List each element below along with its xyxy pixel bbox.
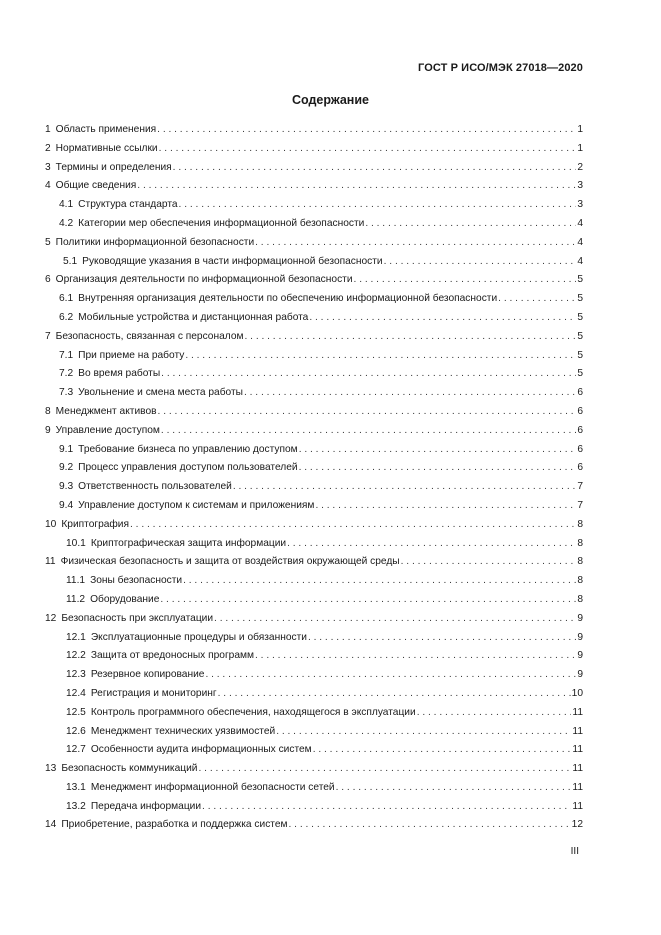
toc-entry bbox=[45, 497, 583, 516]
toc-entry-label: Процесс управления доступом пользователей bbox=[78, 462, 298, 474]
toc-entry bbox=[45, 234, 583, 253]
toc-entry-number: 10 bbox=[45, 518, 57, 530]
toc-entry-page: 5 bbox=[577, 274, 583, 286]
toc-entry-label: Особенности аудита информационных систем bbox=[90, 744, 312, 756]
toc-entry-page: 6 bbox=[577, 424, 583, 436]
toc-entry-page: 4 bbox=[577, 217, 583, 229]
toc-entry-label: Управление доступом bbox=[55, 424, 160, 436]
toc-entry-page: 5 bbox=[577, 330, 583, 342]
toc-entry bbox=[45, 553, 583, 572]
toc-entry-page: 1 bbox=[577, 142, 583, 154]
toc-entry bbox=[45, 309, 583, 328]
toc-entry-label: Нормативные ссылки bbox=[55, 142, 158, 154]
toc-entry bbox=[45, 196, 583, 215]
toc-dot-leader bbox=[233, 478, 577, 497]
toc-dot-leader bbox=[315, 497, 576, 516]
toc-entry-number: 1 bbox=[45, 124, 51, 135]
toc-entry-label: Безопасность, связанная с персоналом bbox=[55, 330, 244, 342]
toc-entry-label: Зоны безопасности bbox=[90, 575, 183, 587]
toc-entry-number: 14 bbox=[45, 819, 57, 831]
toc-entry-number: 13.2 bbox=[66, 800, 86, 812]
toc-entry-label: Эксплуатационные процедуры и обязанности bbox=[90, 631, 307, 643]
toc-entry bbox=[45, 816, 583, 835]
toc-entry bbox=[45, 328, 583, 347]
toc-dot-leader bbox=[354, 271, 577, 290]
toc-entry-page: 10 bbox=[571, 687, 583, 699]
toc-entry-number: 6 bbox=[45, 274, 51, 286]
toc-entry-label: Мобильные устройства и дистанционная работа bbox=[78, 311, 309, 323]
toc-entry-number: 9.4 bbox=[59, 499, 74, 511]
toc-entry-label: Менеджмент информационной безопасности сетей bbox=[90, 781, 335, 793]
toc-entry-label: Физическая безопасность и защита от воздействия окружающей среды bbox=[60, 556, 400, 568]
toc-entry-number: 9 bbox=[45, 424, 51, 436]
toc-entry-number: 12.4 bbox=[66, 687, 86, 699]
toc-entry-page: 11 bbox=[572, 706, 583, 718]
toc-entry-number: 11 bbox=[45, 556, 56, 568]
toc-entry-page: 11 bbox=[572, 763, 583, 775]
toc-entry bbox=[45, 704, 583, 723]
toc-dot-leader bbox=[289, 816, 571, 835]
toc-entry-number: 12.6 bbox=[66, 725, 86, 737]
toc-entry-number: 12.7 bbox=[66, 744, 86, 756]
page-title: Содержание bbox=[291, 93, 369, 107]
toc-entry-label: Оборудование bbox=[90, 593, 160, 605]
toc-entry-number: 3 bbox=[45, 161, 51, 173]
toc-entry-number: 11.2 bbox=[66, 593, 86, 605]
toc-dot-leader bbox=[179, 196, 577, 215]
toc-dot-leader bbox=[276, 723, 571, 742]
toc-entry-page: 2 bbox=[577, 161, 583, 173]
toc-entry-page: 9 bbox=[577, 669, 583, 681]
toc-dot-leader bbox=[336, 779, 572, 798]
toc-entry-page: 8 bbox=[577, 593, 583, 605]
toc-dot-leader bbox=[173, 159, 577, 178]
toc-entry bbox=[45, 666, 583, 685]
toc-dot-leader bbox=[199, 760, 572, 779]
toc-entry-number: 12 bbox=[45, 612, 57, 624]
toc-dot-leader bbox=[161, 365, 576, 384]
toc-entry-label: Требование бизнеса по управлению доступом bbox=[78, 443, 298, 455]
toc-entry-number: 4.2 bbox=[59, 217, 74, 229]
toc-entry-label: Менеджмент технических уязвимостей bbox=[90, 725, 276, 737]
toc-entry-label: Криптографическая защита информации bbox=[90, 537, 287, 549]
toc-entry-label: Приобретение, разработка и поддержка систем bbox=[61, 819, 288, 831]
toc-entry-page: 5 bbox=[577, 293, 583, 305]
toc-dot-leader bbox=[498, 290, 576, 309]
toc-entry-number: 2 bbox=[45, 142, 51, 154]
toc-entry-label: Криптография bbox=[61, 518, 130, 530]
toc-entry bbox=[45, 591, 583, 610]
toc-entry bbox=[45, 140, 583, 159]
toc-entry-page: 3 bbox=[577, 199, 583, 211]
toc-entry-page: 5 bbox=[577, 311, 583, 323]
toc-entry-page: 3 bbox=[577, 180, 583, 192]
table-of-contents bbox=[45, 121, 583, 835]
toc-dot-leader bbox=[218, 685, 571, 704]
toc-dot-leader bbox=[130, 516, 576, 535]
toc-entry bbox=[45, 798, 583, 817]
toc-entry-number: 11.1 bbox=[66, 575, 86, 587]
toc-entry-label: Общие сведения bbox=[55, 180, 137, 192]
toc-entry bbox=[45, 516, 583, 535]
toc-entry bbox=[45, 647, 583, 666]
toc-entry-page: 6 bbox=[577, 387, 583, 399]
toc-entry-page: 8 bbox=[577, 556, 583, 568]
toc-entry-number: 9.1 bbox=[59, 443, 74, 455]
toc-entry bbox=[45, 572, 583, 591]
toc-entry bbox=[45, 610, 583, 629]
toc-entry-number: 5 bbox=[45, 236, 51, 248]
toc-entry-page: 9 bbox=[577, 612, 583, 624]
toc-entry-page: 6 bbox=[577, 443, 583, 455]
toc-entry-page: 6 bbox=[577, 405, 583, 417]
toc-entry-number: 5.1 bbox=[63, 255, 78, 267]
toc-dot-leader bbox=[384, 253, 577, 272]
toc-entry-number: 12.3 bbox=[66, 669, 86, 681]
toc-dot-leader bbox=[313, 741, 572, 760]
toc-entry-number: 4.1 bbox=[59, 199, 74, 211]
toc-dot-leader bbox=[255, 234, 576, 253]
toc-entry bbox=[45, 422, 583, 441]
toc-entry-label: Резервное копирование bbox=[90, 669, 205, 681]
toc-dot-leader bbox=[214, 610, 576, 629]
toc-entry-number: 12.5 bbox=[66, 706, 86, 718]
toc-entry-label: Менеджмент активов bbox=[55, 405, 157, 417]
toc-dot-leader bbox=[287, 535, 576, 554]
toc-entry-number: 6.2 bbox=[59, 311, 74, 323]
toc-entry-label: Термины и определения bbox=[55, 161, 172, 173]
toc-dot-leader bbox=[245, 328, 577, 347]
toc-entry-label: Передача информации bbox=[90, 800, 202, 812]
toc-entry-number: 12.1 bbox=[66, 631, 86, 643]
toc-entry-number: 13 bbox=[45, 763, 57, 775]
toc-entry-number: 13.1 bbox=[66, 781, 86, 793]
toc-entry-page: 8 bbox=[577, 518, 583, 530]
toc-dot-leader bbox=[183, 572, 576, 591]
toc-entry bbox=[45, 290, 583, 309]
toc-dot-leader bbox=[401, 553, 577, 572]
document-header: ГОСТ Р ИСО/МЭК 27018—2020 bbox=[418, 62, 583, 74]
toc-dot-leader bbox=[365, 215, 576, 234]
toc-entry bbox=[45, 535, 583, 554]
toc-entry bbox=[45, 629, 583, 648]
toc-entry-label: Политики информационной безопасности bbox=[55, 236, 255, 248]
toc-entry bbox=[45, 384, 583, 403]
toc-dot-leader bbox=[185, 347, 576, 366]
toc-entry-number: 9.2 bbox=[59, 462, 74, 474]
toc-entry bbox=[45, 253, 583, 272]
toc-entry bbox=[45, 215, 583, 234]
toc-entry-label: Увольнение и смена места работы bbox=[78, 387, 243, 399]
toc-entry-label: Внутренняя организация деятельности по обеспечению информационной безопасности bbox=[78, 293, 498, 305]
toc-dot-leader bbox=[161, 422, 576, 441]
toc-entry-number: 10.1 bbox=[66, 537, 86, 549]
toc-entry-page: 4 bbox=[577, 255, 583, 267]
toc-entry-page: 9 bbox=[577, 650, 583, 662]
toc-dot-leader bbox=[309, 309, 576, 328]
toc-entry-page: 11 bbox=[572, 725, 583, 737]
toc-entry bbox=[45, 271, 583, 290]
toc-entry-number: 9.3 bbox=[59, 481, 74, 493]
toc-dot-leader bbox=[244, 384, 576, 403]
toc-dot-leader bbox=[417, 704, 572, 723]
toc-entry-page: 11 bbox=[572, 744, 583, 756]
toc-entry bbox=[45, 685, 583, 704]
toc-dot-leader bbox=[160, 591, 576, 610]
toc-entry-page: 6 bbox=[577, 462, 583, 474]
toc-dot-leader bbox=[159, 140, 577, 159]
toc-entry-label: Ответственность пользователей bbox=[78, 481, 232, 493]
toc-entry-label: Управление доступом к системам и приложениям bbox=[78, 499, 315, 511]
toc-entry-label: Структура стандарта bbox=[78, 199, 178, 211]
toc-entry bbox=[45, 403, 583, 422]
toc-entry bbox=[45, 441, 583, 460]
toc-entry-page: 7 bbox=[577, 499, 583, 511]
toc-entry-page: 7 bbox=[577, 481, 583, 493]
toc-entry-page: 5 bbox=[577, 349, 583, 361]
toc-entry bbox=[45, 760, 583, 779]
toc-entry-label: Организация деятельности по информационной безопасности bbox=[55, 274, 353, 286]
toc-entry bbox=[45, 723, 583, 742]
toc-entry-page: 11 bbox=[572, 800, 583, 812]
toc-entry-number: 12.2 bbox=[66, 650, 86, 662]
toc-entry bbox=[45, 779, 583, 798]
toc-entry bbox=[45, 365, 583, 384]
toc-entry-number: 7.3 bbox=[59, 387, 74, 399]
toc-dot-leader bbox=[202, 798, 571, 817]
toc-entry-label: Руководящие указания в части информационной безопасности bbox=[82, 255, 383, 267]
toc-dot-leader bbox=[157, 121, 576, 140]
toc-entry-label: Категории мер обеспечения информационной безопасности bbox=[78, 217, 365, 229]
toc-entry-page: 9 bbox=[577, 631, 583, 643]
toc-entry bbox=[45, 159, 583, 178]
toc-entry-number: 4 bbox=[45, 180, 51, 192]
toc-dot-leader bbox=[158, 403, 577, 422]
toc-entry-label: Область применения bbox=[55, 124, 157, 135]
toc-entry-page: 12 bbox=[571, 819, 583, 831]
toc-dot-leader bbox=[205, 666, 576, 685]
toc-entry-label: Безопасность коммуникаций bbox=[61, 763, 198, 775]
toc-entry-page: 11 bbox=[572, 781, 583, 793]
toc-entry-label: При приеме на работу bbox=[78, 349, 185, 361]
toc-entry bbox=[45, 121, 583, 140]
toc-dot-leader bbox=[255, 647, 576, 666]
toc-entry bbox=[45, 741, 583, 760]
toc-entry-label: Контроль программного обеспечения, находящегося в эксплуатации bbox=[90, 706, 416, 718]
toc-entry-number: 7.1 bbox=[59, 349, 74, 361]
toc-entry-page: 1 bbox=[577, 124, 583, 135]
toc-dot-leader bbox=[299, 459, 577, 478]
toc-entry-page: 8 bbox=[577, 537, 583, 549]
toc-entry-page: 5 bbox=[577, 368, 583, 380]
toc-entry-number: 7.2 bbox=[59, 368, 74, 380]
toc-entry-label: Во время работы bbox=[78, 368, 161, 380]
toc-entry bbox=[45, 177, 583, 196]
toc-dot-leader bbox=[137, 177, 576, 196]
toc-entry bbox=[45, 347, 583, 366]
toc-entry-number: 7 bbox=[45, 330, 51, 342]
toc-entry-number: 8 bbox=[45, 405, 51, 417]
toc-dot-leader bbox=[299, 441, 577, 460]
page-number: III bbox=[570, 846, 579, 857]
toc-dot-leader bbox=[308, 629, 576, 648]
toc-entry bbox=[45, 478, 583, 497]
toc-entry-page: 8 bbox=[577, 575, 583, 587]
toc-entry bbox=[45, 459, 583, 478]
toc-entry-page: 4 bbox=[577, 236, 583, 248]
toc-entry-label: Безопасность при эксплуатации bbox=[61, 612, 214, 624]
toc-entry-label: Регистрация и мониторинг bbox=[90, 687, 217, 699]
toc-entry-label: Защита от вредоносных программ bbox=[90, 650, 254, 662]
toc-entry-number: 6.1 bbox=[59, 293, 74, 305]
